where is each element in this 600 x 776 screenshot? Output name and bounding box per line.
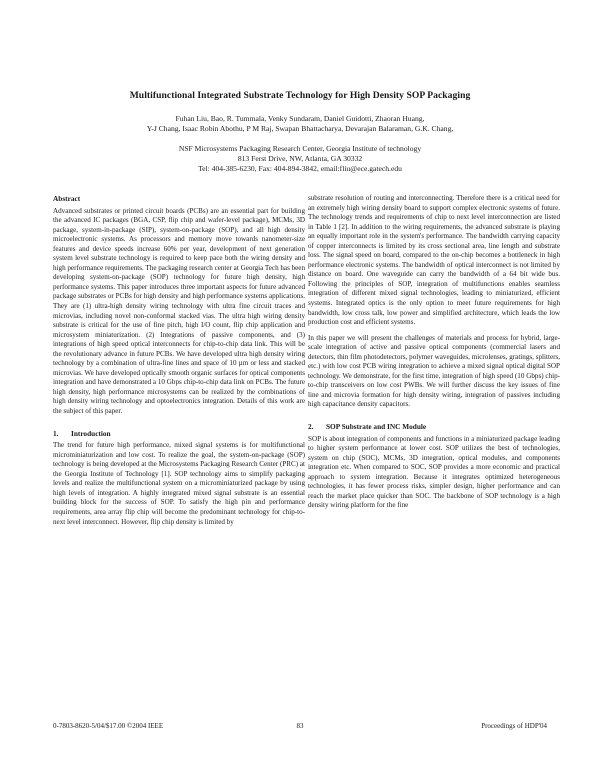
left-column (53, 194, 305, 527)
section-title: SOP Substrate and INC Module (326, 422, 427, 432)
author-list (40, 114, 560, 134)
introduction-text: The trend for future high performance, mixed signal systems is for multifunctional microminiaturization and low cost. To realize the goal, the system-on-package (SOP) technology is being developed at the Microsystems Packaging Research Center (PRC) at the Georgia Institute of Technology [1]. SOP technology aims to simplify packaging levels and realize the multifunctional system on a microminiaturized package by using high levels of integration. A highly integrated mixed signal substrate is an essential building block for the success of SOP. To satisfy the high pin and performance requirements, area array flip chip will become the predominant technology for chip-to-next level interconnect. However, flip chip density is limited by (53, 441, 305, 526)
body-paragraph: substrate resolution of routing and interconnecting. Therefore there is a critical need for an extremely high wiring density board to support complex electronic systems of future. The technology trends and requirements of chip to next level interconnection are listed in Table 1 [2]. In addition to the wiring requirements, the advanced substrate is playing an equally important role in the system's performance. The bandwidth carrying capacity of copper interconnects is limited by its cross sectional area, line length and substrate loss. The signal speed on board, compared to the on-chip becomes a bottleneck in high performance electronic systems. The bandwidth of optical interconnect is not limited by distance on board. One waveguide can carry the bandwidth of a 64 bit wide bus. Following the principles of SOP, integration of multifunctions enables seamless integration of different mixed signal technologies, leading to miniaturized, efficient systems. Integrated optics is the only option to meet future requirements for high bandwidth, low cross talk, low power and simplified architecture, which leads the low production cost and efficient systems. (308, 194, 560, 327)
sop-section-heading (308, 422, 560, 432)
abstract-heading: Abstract (53, 194, 81, 203)
affiliation (40, 144, 560, 174)
paper-title: Multifunctional Integrated Substrate Technology for High Density SOP Packaging (129, 90, 471, 101)
copyright-line: 0-7803-8620-5/04/$17.00 ©2004 IEEE (53, 722, 164, 730)
affiliation-line-2: 813 Ferst Drive, NW, Atlanta, GA 30332 (237, 154, 363, 163)
section-number: 1. (53, 428, 59, 438)
section-number: 2. (308, 422, 314, 432)
proceedings-name: Proceedings of HDP'04 (481, 722, 547, 730)
authors-line-1: Fuhan Liu, Bao, R. Tummala, Venky Sundaram, Daniel Guidotti, Zhaoran Huang, (175, 114, 425, 123)
affiliation-line-3: Tel: 404-385-6230, Fax: 404-894-3842, email:fliu@ece.gatech.edu (198, 164, 402, 173)
sop-section-text: SOP is about integration of components and functions in a miniaturized package leading to higher system performance at lower cost. SOP utilizes the best of technologies, system on chip (SOC), MCMs, 3D integration, optical modules, and components integration etc. When compared to SOC, SOP provides a more economic and practical approach to system integration. Because it integrates optimized heterogeneous technologies, it has fewer process risks, simpler design, higher performance and can reach the market place quicker than SOC. The backbone of SOP technology is a high density wiring platform for the fine (308, 434, 560, 510)
page-footer (53, 722, 547, 732)
affiliation-line-1: NSF Microsystems Packaging Research Center, Georgia Institute of technology (178, 144, 422, 153)
right-column (308, 194, 560, 511)
introduction-heading (53, 429, 305, 439)
abstract-text: Advanced substrates or printed circuit boards (PCBs) are an essential part for building the advanced IC packages (BGA, CSP, flip chip and wafer-level package), MCMs, 3D package, system-in-package (SIP), system-on-package (SOP), and all high density microelectronic systems. As processors and memory move towards nanometer-size features and device speeds increase 60% per year, development of next generation system level substrate technology is required to keep pace both the wiring density and high performance requirements. The packaging research center at Georgia Tech has been developing system-on-package (SOP) technology for future high density, high performance systems. This paper introduces three important aspects for future advanced package substrates or PCBs for high density and high performance systems applications. They are (1) ultra-high density wiring technology with ultra fine circuit traces and microvias, including novel non-conformal stacked vias. The ultra high wiring density substrate is critical for the use of fine pitch, high I/O count, flip chip application and microsystem miniaturization. (2) Integrations of passive components, and (3) integrations of high speed optical interconnects for chip-to-chip data link. This will be the revolutionary advance in future PCBs. We have developed ultra high density wiring technology by a combination of ultra-fine lines and space of 10 µm or less and stacked microvias. We have developed optically smooth organic surfaces for optical components integration and have demonstrated a 10 Gbps chip-to-chip data link on PCBs. The future high density, high performance microsystems can be realized by the combinations of high density wiring technology and optoelectronics integration. Details of this work are the subject of this paper. (53, 206, 306, 416)
authors-line-2: Y-J Chang, Isaac Robin Abothu, P M Raj, Swapan Bhattacharya, Devarajan Balaraman, G.K. Chang, (146, 124, 454, 133)
body-paragraph: In this paper we will present the challenges of materials and process for hybrid, large-scale integration of active and passive optical components (commercial lasers and detectors, thin film photodetectors, polymer waveguides, microlenses, gratings, splitters, etc.) with low cost PCB wiring integration to achieve a mixed signal optical digital SOP technology. We demonstrate, for the first time, integration of high speed (10 Gbps) chip-to-chip transceivers on low cost PWBs. We will further discuss the key issues of fine line and microvia formation for high density wiring, integration of passives including high capacitance density capacitors. (308, 333, 560, 409)
section-title: Introduction (71, 428, 111, 438)
page-number: 83 (296, 722, 304, 730)
